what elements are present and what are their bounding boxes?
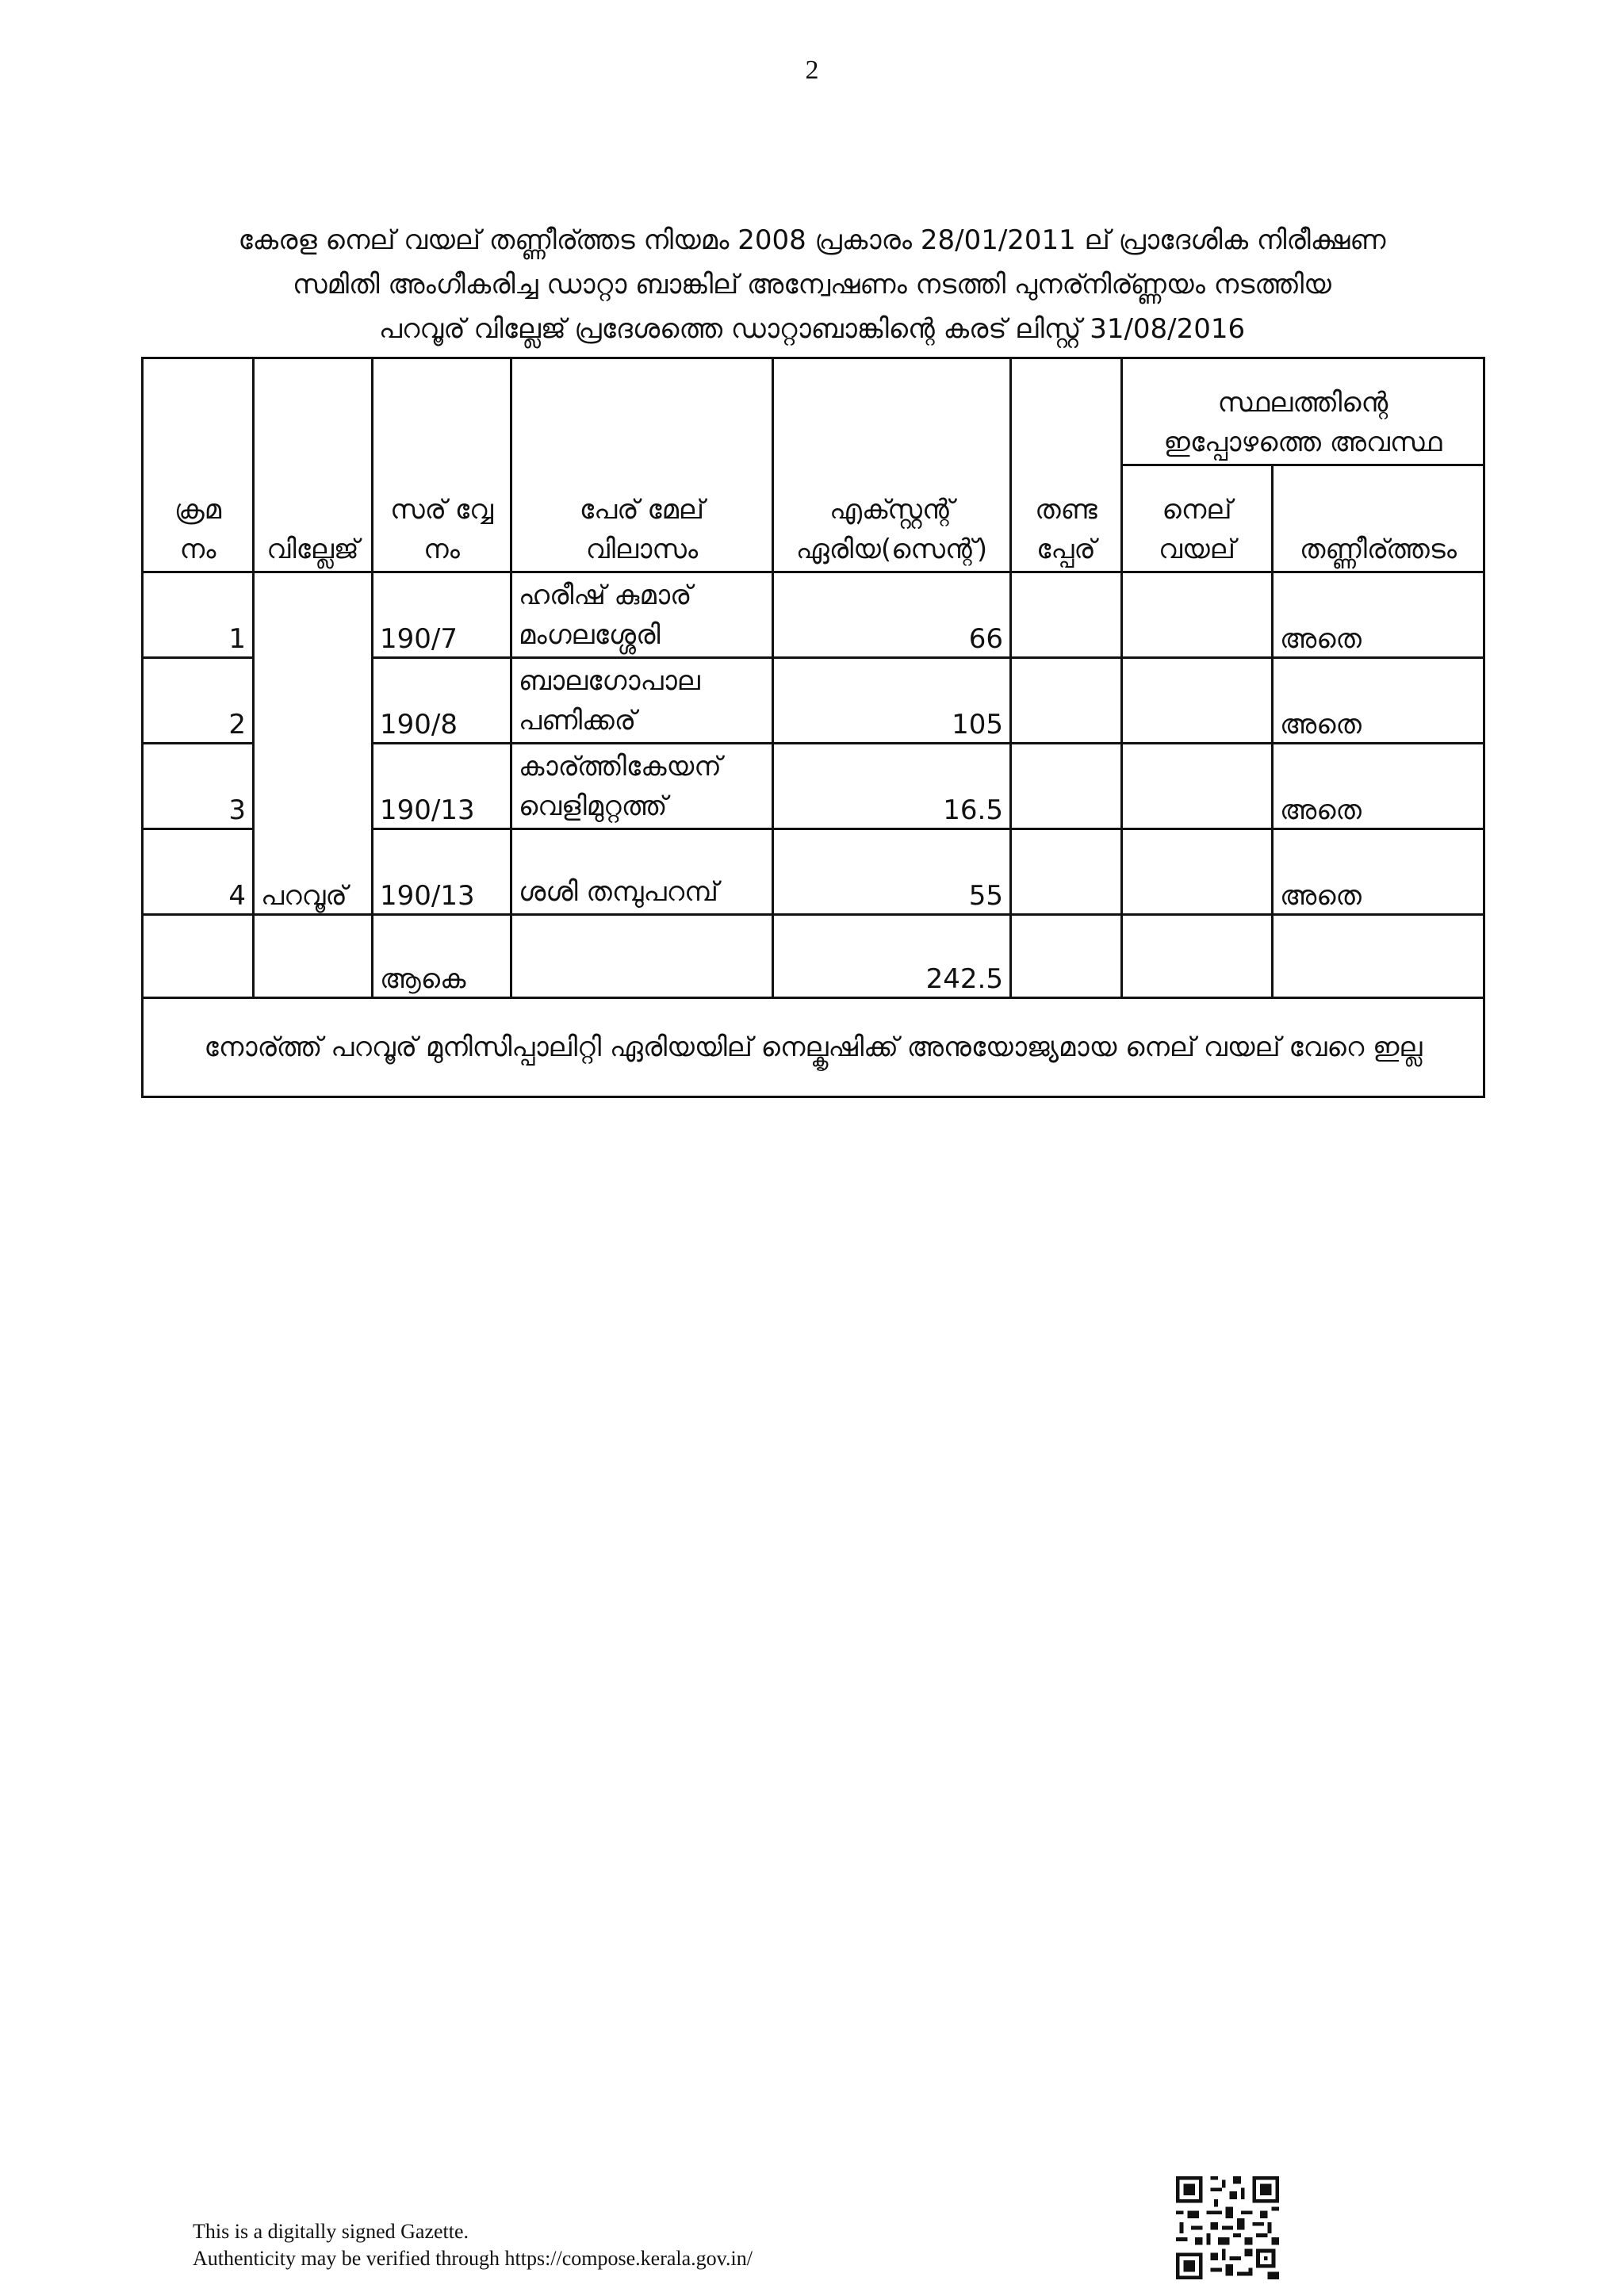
extent-cell: 55	[773, 829, 1011, 915]
thandaper-cell	[1011, 658, 1122, 744]
gazette-footer	[193, 2218, 753, 2272]
qr-code-icon	[1172, 2172, 1283, 2283]
total-empty-cell	[511, 915, 773, 998]
name-cell: ഹരീഷ് കുമാര് മംഗലശ്ശേരി	[511, 572, 773, 658]
wetland-cell: അതെ	[1273, 744, 1484, 829]
survey-cell: 190/8	[373, 658, 511, 744]
total-empty-cell	[1011, 915, 1122, 998]
serial-cell: 4	[143, 829, 254, 915]
header-row-top	[143, 358, 1484, 465]
village-cell: പറവൂര്	[254, 572, 373, 915]
header-serial: ക്രമ നം	[143, 358, 254, 572]
header-wetland: തണ്ണീര്ത്തടം	[1273, 465, 1484, 572]
name-cell: കാര്ത്തികേയന് വെളിമുറ്റത്ത്	[511, 744, 773, 829]
survey-cell: 190/7	[373, 572, 511, 658]
paddy-cell	[1122, 744, 1273, 829]
header-survey: സര് വ്വേ നം	[373, 358, 511, 572]
header-current-status: സ്ഥലത്തിന്റെ ഇപ്പോഴത്തെ അവസ്ഥ	[1122, 358, 1484, 465]
header-paddy-field: നെല് വയല്	[1122, 465, 1273, 572]
wetland-cell: അതെ	[1273, 572, 1484, 658]
title-line-1: കേരള നെല് വയല് തണ്ണീര്ത്തട നിയമം 2008 പ്രകാരം 28/01/2011 ല് പ്രാദേശിക നിരീക്ഷണ	[238, 224, 1386, 256]
title-line-3: പറവൂര് വില്ലേജ് പ്രദേശത്തെ ഡാറ്റാബാങ്കിന്റെ കരട് ലിസ്റ്റ് 31/08/2016	[378, 313, 1246, 345]
thandaper-cell	[1011, 744, 1122, 829]
document-title	[95, 218, 1529, 351]
total-value: 242.5	[773, 915, 1011, 998]
extent-cell: 66	[773, 572, 1011, 658]
extent-cell: 105	[773, 658, 1011, 744]
header-village: വില്ലേജ്	[254, 358, 373, 572]
table-row	[143, 572, 1484, 658]
total-label: ആകെ	[373, 915, 511, 998]
paddy-cell	[1122, 829, 1273, 915]
note-row	[143, 998, 1484, 1097]
gazette-line-1: This is a digitally signed Gazette.	[193, 2220, 469, 2243]
total-empty-cell	[1122, 915, 1273, 998]
thandaper-cell	[1011, 829, 1122, 915]
extent-cell: 16.5	[773, 744, 1011, 829]
survey-cell: 190/13	[373, 744, 511, 829]
paddy-cell	[1122, 572, 1273, 658]
paddy-cell	[1122, 658, 1273, 744]
note-text: നോര്ത്ത് പറവൂര് മുനിസിപ്പാലിറ്റി ഏരിയയില് നെല്കൃഷിക്ക് അനുയോജ്യമായ നെല് വയല് വേറെ ഇല്ല	[143, 998, 1484, 1097]
header-extent: എക്സ്റ്റന്റ് ഏരിയ(സെന്റ്)	[773, 358, 1011, 572]
header-name-address: പേര് മേല് വിലാസം	[511, 358, 773, 572]
serial-cell: 2	[143, 658, 254, 744]
thandaper-cell	[1011, 572, 1122, 658]
total-empty-cell	[143, 915, 254, 998]
serial-cell: 1	[143, 572, 254, 658]
total-empty-cell	[1273, 915, 1484, 998]
title-line-2: സമിതി അംഗീകരിച്ച ഡാറ്റാ ബാങ്കില് അന്വേഷണം നടത്തി പുനര്നിര്ണ്ണയം നടത്തിയ	[293, 269, 1331, 300]
name-cell: ബാലഗോപാല പണിക്കര്	[511, 658, 773, 744]
databank-table	[141, 357, 1485, 1098]
gazette-line-2: Authenticity may be verified through https://compose.kerala.gov.in/	[193, 2247, 753, 2270]
page-number: 2	[805, 55, 819, 85]
header-thandaper: തണ്ട പ്പേര്	[1011, 358, 1122, 572]
wetland-cell: അതെ	[1273, 658, 1484, 744]
name-cell: ശശി തമ്പുപറമ്പ്	[511, 829, 773, 915]
survey-cell: 190/13	[373, 829, 511, 915]
serial-cell: 3	[143, 744, 254, 829]
total-row	[143, 915, 1484, 998]
wetland-cell: അതെ	[1273, 829, 1484, 915]
total-empty-cell	[254, 915, 373, 998]
